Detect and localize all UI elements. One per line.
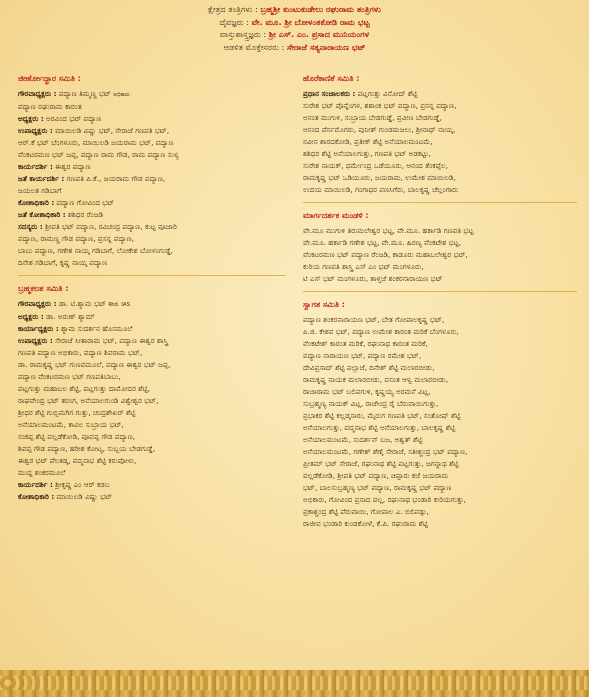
- entry-line: ವೆಂಕಟರಮಣ ಭಟ್ ಜಪ್ಪ, ಪದ್ಯಾಣ ರಾಮ ಗೌಡ, ರಾಮ ಪದ್ಯಾಣ ಸುಳ್ಯ: [18, 150, 179, 159]
- entry-line: ಪದ್ಯಾಣ ನಾರಾಯಣ ಭಟ್, ಪದ್ಯಾಣ ರಮೇಶ ಭಟ್,: [303, 351, 422, 360]
- right-column: [303, 72, 577, 530]
- header-line-vastu: ವಾಸ್ತುಶಾಸ್ತ್ರಜ್ಞರು : ಶ್ರೀ ಎಸ್. ಎಂ. ಪ್ರಸಾದ ಮುನಿಯಂಗಳ: [219, 29, 370, 40]
- section-title-brahmakalasha: ಬ್ರಹ್ಮಕಲಶ ಸಮಿತಿ :: [18, 284, 69, 293]
- entry-line: ಸಂಕಪ್ಪ ಶೆಟ್ಟಿ ಪಲ್ಲಡೆಕೋಡಿ, ಪೂವಪ್ಪ ಗೌಡ ಪದ್ಯಾಣ,: [18, 432, 136, 441]
- entry-line: ಪ್ರಭಾಕರ ಶೆಟ್ಟಿ ಕಲ್ಲಡ್ಕಸಾರು, ಮೈರುಗ ಗಣಪತಿ ಭಟ್, ಸಂತೋಷ್ ಶೆಟ್ಟಿ: [303, 411, 461, 420]
- entry-joint-secretary: ಜತೆ ಕಾರ್ಯದರ್ಶಿ : ಗಣಪತಿ ಪಿ.ಕೆ., ಜಯರಾಮ ಗೌಡ ಪದ್ಯಾಣ,: [18, 174, 166, 183]
- entry-president: ಅಧ್ಯಕ್ಷರು : ಅರವಿಂದ ಭಟ್ ಪದ್ಯಾಣ: [18, 114, 102, 123]
- entry-line: ನವೀನ ಶಾರದಕೋಡಿ, ಪ್ರತೀಕ್ ಶೆಟ್ಟಿ ಅನೆಯಾಲಮಂಟಮೆ,: [303, 137, 433, 146]
- section-title-swagata: ಸ್ವಾಗತ ಸಮಿತಿ :: [303, 300, 345, 309]
- entry-chief-convener: ಪ್ರಧಾನ ಸಂಚಾಲಕರು : ಪಟ್ಲಗುತ್ತು ವಿನೋದ್ ಶೆಟ್ಟಿ: [303, 89, 418, 98]
- entry-line: ರಾಮಕೃಷ್ಣ ನಾಯಕ ಮಲಾರಬೀಡು, ವಸಂತ ಆಳ್ವ ಮಲಾರಬೀಡು,: [303, 375, 449, 384]
- entry-line: ಸುಬ್ರಹ್ಮಣ್ಯ ನಾಯಕ್ ವಿಟ್ಲ, ರಾಜೇಂದ್ರ ರೈ ಬೆರುವಾಯಿಗುತ್ತು,: [303, 399, 439, 408]
- entry-line: ಆರ್.ಕೆ ಭಟ್ ಬೆಂಗಳೂರು, ಮಾಯಿಲಡಿ ಜಯರಾಮ ಭಟ್, ಪದ್ಯಾಣ: [18, 138, 174, 147]
- header-line-tantri: ಕ್ಷೇತ್ರದ ತಂತ್ರಿಗಳು : ಬ್ರಹ್ಮಶ್ರೀ ಕುಂಟುಕುಡೇಲು ರಘುರಾಮ ತಂತ್ರಿಗಳು: [208, 4, 381, 14]
- section-divider: [303, 202, 577, 203]
- entry-line: ಪದ್ಯಾಣ ರಘುರಾಮ ಕಾರಂತ: [18, 102, 82, 111]
- entry-line: ಬಾಬು ಪದ್ಯಾಣ, ಗಣೇಶ ನಾಯ್ಕ ಗಡಿಬಾಗೆ, ಲೋಕೇಶ ಬೋಳಂಗುಡ್ಡೆ,: [18, 246, 174, 255]
- entry-line: ರಾಮಕೃಷ್ಣ ಭಟ್ ಒಡಿಯೂರು, ಜಯರಾಮ, ಉಮೇಶ ಮಾಯಿಲಡಿ,: [303, 173, 456, 182]
- entry-line: ಪದ್ಯಾಣ, ರಾಮಣ್ಣ ಗೌಡ ಪದ್ಯಾಣ, ಪ್ರಸನ್ನ ಪದ್ಯಾಣ,: [18, 234, 135, 243]
- entry-working-president: ಕಾರ್ಯಾಧ್ಯಕ್ಷರು : ಶ್ಯಾಮ ಸುದರ್ಶನ ಹೊಸಮೂಲೆ: [18, 324, 133, 333]
- entry-line: ಅನಂತ ಮುಗುಳಿ, ಸುಬ್ರಾಯ ಬೇಡಗುಡ್ಡೆ, ಪ್ರವೀಣ ಬೇಡಗುಡ್ಡೆ,: [303, 113, 442, 122]
- entry-line: ಅನೆಯಾಲಮಂಟಮೆ, ಕಾವಿಲ ಸುಬ್ರಾಯ ಭಟ್,: [18, 420, 124, 429]
- entry-line: ಪಿ.ಜಿ. ಕೇಶವ ಭಟ್, ಪದ್ಯಾಣ ಉಮೇಶ ಕಾರಂತ ಮರಿಕೆ ಬೆಂಗಳೂರು,: [303, 327, 459, 336]
- entry-line: ಪಟ್ಲಗುತ್ತು ಮಹಾಬಲ ಶೆಟ್ಟಿ, ಪಟ್ಲಗುತ್ತು ದಾಮೋದರ ಶೆಟ್ಟಿ,: [18, 384, 151, 393]
- entry-line: ವೆಂಕಟರಮಣ ಭಟ್ ಪದ್ಯಾಣ ರೆಂಜಡಿ, ಕಾಡೂರು ಮಹಾಬಲೇಶ್ವರ ಭಟ್,: [303, 250, 468, 259]
- entry-vice-presidents: ಉಪಾಧ್ಯಕ್ಷರು : ಸೇರಾಜೆ ಸೀತಾರಾಮ ಭಟ್, ಪದ್ಯಾಣ ಈಶ್ವರ ಶಾಸ್ತ್ರಿ: [18, 336, 169, 345]
- entry-line: ಜಯಲತ ಗಡಿಬಾಗೆ: [18, 186, 62, 195]
- entry-line: ಶಿವಪ್ಪ ಗೌಡ ಪದ್ಯಾಣ, ಹರೀಶ ಕೋಟ್ಯ, ಸುಬ್ಬಯ ಬೇಡಗುಡ್ಡೆ,: [18, 444, 156, 453]
- left-column: [18, 72, 286, 503]
- entry-secretary: ಕಾರ್ಯದರ್ಶಿ : ಈಶ್ವರ ಪದ್ಯಾಣ: [18, 162, 91, 171]
- section-title-horekanike: ಹೊರೆಕಾಣಿಕೆ ಸಮಿತಿ :: [303, 74, 360, 83]
- entry-line: ಗಣಪತಿ ಪದ್ಯಾಣ ಅಭಿಕಾರು, ಪದ್ಯಾಣ ಶಿವರಾಮ ಭಟ್,: [18, 348, 143, 357]
- entry-line: ಪ್ರೀತಮ್ ಭಟ್ ಸೇರಾಜೆ, ರಘುನಾಥ ಶೆಟ್ಟಿ ಪಟ್ಲಗುತ್ತು, ಜಗನ್ನಾಥ ಶೆಟ್ಟಿ: [303, 459, 459, 468]
- entry-treasurer: ಕೋಶಾಧಿಕಾರಿ : ಪದ್ಯಾಣ ಗೋವಿಂದ ಭಟ್: [18, 198, 115, 207]
- section-divider: [303, 291, 577, 292]
- entry-line: ಟಿ ಎಸ್ ಭಟ್ ಮಂಗಳೂರು, ತಾಳ್ತಜೆ ಶಂಕರನಾರಾಯಣ ಭಟ್: [303, 274, 443, 283]
- header-block: [0, 3, 589, 53]
- entry-line: ವೆಂಕಟೇಶ್ ಕಾರಂತ ಮರಿಕೆ, ರಘುನಾಥ ಕಾರಂತ ಮರಿಕೆ,: [303, 339, 428, 348]
- entry-line: ಈಶ್ವರ ಭಟ್ ಪೆಲತಡ್ಕ, ಪದ್ಮನಾಭ ಶೆಟ್ಟಿ ಕರುಪೋಳು,: [18, 456, 137, 465]
- entry-honorary-president: ಗೌರವಾಧ್ಯಕ್ಷರು : ಡಾ. ಟಿ.ಶ್ಯಾಮ ಭಟ್ Rtd. IAS: [18, 299, 131, 308]
- entry-line: ಆನಂದ ಪೆರ್ನಮೊಗರು, ಪುನೀತ್ ಗುಂಡಮಜಲು, ಶ್ರೀನಾಥ್ ನಾಯ್ಕ,: [303, 125, 456, 134]
- entry-line: ರಾಘವೇಂದ್ರ ಭಟ್ ತರಂಗ, ಅನೆಯಾಲಗುಂಡಿ ವಿಶ್ವೇಶ್ವರ ಭಟ್,: [18, 396, 159, 405]
- entry-line: ಪ್ರಕಾಶ್ಚಂದ್ರ ಶೆಟ್ಟಿ ಪೆರುವಾಯಿ, ಗೋಪಾಲ ಎ. ಬಿಲಿಪಡ್ಪು,: [303, 507, 429, 516]
- entry-line: ಕುರಿಯ ಗಣಪತಿ ಶಾಸ್ತ್ರಿ ಎಸ್ ಎಂ ಭಟ್ ಮಂಗಳೂರು,: [303, 262, 424, 271]
- entry-treasurer: ಕೋಶಾಧಿಕಾರಿ : ಮಾಯಿಲಡಿ ವಿಷ್ಣು ಭಟ್: [18, 492, 113, 501]
- entry-president: ಅಧ್ಯಕ್ಷರು : ಡಾ. ಅರುಣ್ ಶ್ಯಾಮ್: [18, 312, 95, 321]
- entry-line: ಶ್ರೀಧರ ಶೆಟ್ಟಿ ಗುಬ್ಬಿಮಗಿಗ ಗುತ್ತು, ಚಂದ್ರಶೇಖರ್ ಶೆಟ್ಟಿ: [18, 408, 136, 417]
- entry-line: ದೇವಿಪ್ರಸಾದ್ ಶೆಟ್ಟಿ ಪಲ್ಲಾಜೆ, ದಿನೇಶ್ ಶೆಟ್ಟಿ ಮಲಾರಬೀಡು,: [303, 363, 435, 372]
- entry-line: ದಿನೇಶ ಗಡಿಬಾಗೆ, ಕೃಷ್ಣ ನಾಯ್ಕ ಪದ್ಯಾಣ: [18, 258, 108, 267]
- entry-members: ಸದಸ್ಯರು : ಶ್ರೀಪತಿ ಭಟ್ ಪದ್ಯಾಣ, ರವಿಚಂದ್ರ ಪದ್ಯಾಣ, ಕುಟ್ಟ ಪೂಜಾರಿ: [18, 222, 177, 231]
- decorative-footer-border: [0, 670, 589, 697]
- entry-line: ವೇ.ಮೂ. ಹರ್ಕಾಡಿ ಗಣೇಶ ಭಟ್ಟ, ವೇ.ಮೂ. ಹಿರಣ್ಯ ವೆಂಕಟೇಶ ಭಟ್ಟ,: [303, 238, 462, 247]
- entry-line: ಪದ್ಯಾಣ ವೆಂಕಟರಮಣ ಭಟ್ ಗಣಪತಿಬಾಬು,: [18, 372, 121, 381]
- section-title-margadarshaka: ಮಾರ್ಗದರ್ಶಕ ಮಂಡಳಿ :: [303, 211, 369, 220]
- entry-joint-treasurer: ಜತೆ ಕೋಶಾಧಿಕಾರಿ : ಶಶಿಧರ ರೆಂಜಡಿ: [18, 210, 104, 219]
- header-line-moktesar: ಆಡಳಿತ ಮೊಕ್ತೇಸರರು : ಸೇರಾಜೆ ಸತ್ಯನಾರಾಯಣ ಭಟ್: [223, 41, 366, 52]
- entry-line: ರಾಜಾರಾಮ ಭಟ್ ಬಲಿಪಗುಳಿ, ಕೃಷ್ಣಯ್ಯ ಅರಮನೆ ವಿಟ್ಲ,: [303, 387, 431, 396]
- entry-line: ಪದ್ಯಾಣ ಶಂಕರನಾರಾಯಣ ಭಟ್, ಬೇತ ಗೋಪಾಲಕೃಷ್ಣ ಭಟ್,: [303, 315, 445, 324]
- entry-secretary: ಕಾರ್ಯದರ್ಶಿ : ಶ್ರೀಕೃಷ್ಣ ಎಂ ಆರ್ ಕಡಬ: [18, 480, 110, 489]
- entry-line: ಸುರೇಶ ಭಟ್ ಪೊನ್ನೆಂಗಳ, ಶಶಾಂಕ ಭಟ್ ಪದ್ಯಾಣ, ಪ್ರಸನ್ನ ಪದ್ಯಾಣ,: [303, 101, 457, 110]
- entry-line: ವೇ.ಮೂ ಮುಗುಳಿ ತಿರುಮಲೇಶ್ವರ ಭಟ್ಟ, ವೇ.ಮೂ. ಹರ್ಕಾಡಿ ಗಣಪತಿ ಭಟ್ಟ: [303, 226, 474, 235]
- entry-line: ಅನೆಯಾಲಗುತ್ತು, ಪದ್ಮನಾಭ ಶೆಟ್ಟಿ ಅನೆಯಾಲಗುತ್ತು, ಬಾಲಕೃಷ್ಣ ಶೆಟ್ಟಿ: [303, 423, 456, 432]
- section-title-jeernoddhara: ಜೀರ್ಣೋದ್ಧಾರ ಸಮಿತಿ :: [18, 74, 81, 83]
- entry-vice-presidents: ಉಪಾಧ್ಯಕ್ಷರು : ಮಾಯಿಲಡಿ ವಿಷ್ಣು ಭಟ್, ಸೇರಾಜೆ ಗಣಪತಿ ಭಟ್,: [18, 126, 170, 135]
- entry-line: ಡಾ. ರಾಮಕೃಷ್ಣ ಭಟ್ ಗುಣವಮೂಲೆ, ಪದ್ಯಾಣ ಈಶ್ವರ ಭಟ್ ಜಪ್ಪ,: [18, 360, 171, 369]
- section-divider: [18, 275, 286, 276]
- entry-line: ಭಟ್, ಬಾಲಸುಬ್ರಹ್ಮಣ್ಯ ಭಟ್ ಪದ್ಯಾಣ, ರಾಮಕೃಷ್ಣ ಭಟ್ ಪದ್ಯಾಣ: [303, 483, 452, 492]
- entry-line: ಉದಯ ಮಾಯಿಲಡಿ, ಗಂಗಾಧರ ಪಣಸಿಗೆರು, ಬಾಲಕೃಷ್ಣ ಚೆಲ್ಲಂಗಾರು: [303, 185, 459, 194]
- entry-line: ರಾಜೀವ ಭಂಡಾರಿ ಕುಂಡಕೋಳೆ, ಕೆ.ಪಿ. ರಘುರಾಮ ಶೆಟ್ಟಿ: [303, 519, 429, 528]
- header-line-daivajna: ದೈವಜ್ಞರು : ವೇ. ಮೂ. ಶ್ರೀ ಬೋಳಂತಕೋಡಿ ರಾಮ ಭಟ್ಟ: [219, 16, 370, 27]
- entry-line: ಅಭಿಕಾರು, ಗೋವಿಂದ ಪ್ರಸಾದ ಪಲ್ಲ, ರಘುನಾಥ ಭಂಡಾರಿ ಕುರಿಯಗುತ್ತು,: [303, 495, 466, 504]
- entry-honorary-president: ಗೌರವಾಧ್ಯಕ್ಷರು : ಪದ್ಯಾಣ ತಿಮ್ಮಣ್ಣ ಭಟ್ ಅಭಿಕಾರು: [18, 89, 130, 98]
- entry-line: ಸುರೇಶ ನಾಯಕ್, ಧರ್ಮೇಂದ್ರ ಒಡೆಯೂರು, ಆನಂದ ತೆಂಕಪ್ಪೆಲ,: [303, 161, 449, 170]
- entry-line: ಅನೆಯಾಲಮಂಟಮೆ, ಸುದರ್ಶನ್ ಬಜ, ಅಶ್ವತ್ ಶೆಟ್ಟಿ: [303, 435, 423, 444]
- entry-line: ಮುದ್ದ ಶಂಕರಮೂಲೆ: [18, 468, 66, 477]
- entry-line: ಅನೆಯಾಲಮಂಟಮೆ, ಗಣೇಶ್ ಶೆಣೈ ಸೇರಾಜೆ, ಸತೀಶ್ಚಂದ್ರ ಭಟ್ ಪದ್ಯಾಣ,: [303, 447, 468, 456]
- entry-line: ಪಲ್ಲಡೆಕೋಡಿ, ಶ್ರೀಪತಿ ಭಟ್ ಪದ್ಯಾಣ, ಚಿಪ್ಪಾರು ಕಜೆ ಜಯರಾಮ: [303, 471, 449, 480]
- entry-line: ಶಶಿಧರ ಶೆಟ್ಟಿ ಅನೆಯಾಲಗುತ್ತು, ಗಣಪತಿ ಭಟ್ ಅಡಕಟ್ಟು,: [303, 149, 431, 158]
